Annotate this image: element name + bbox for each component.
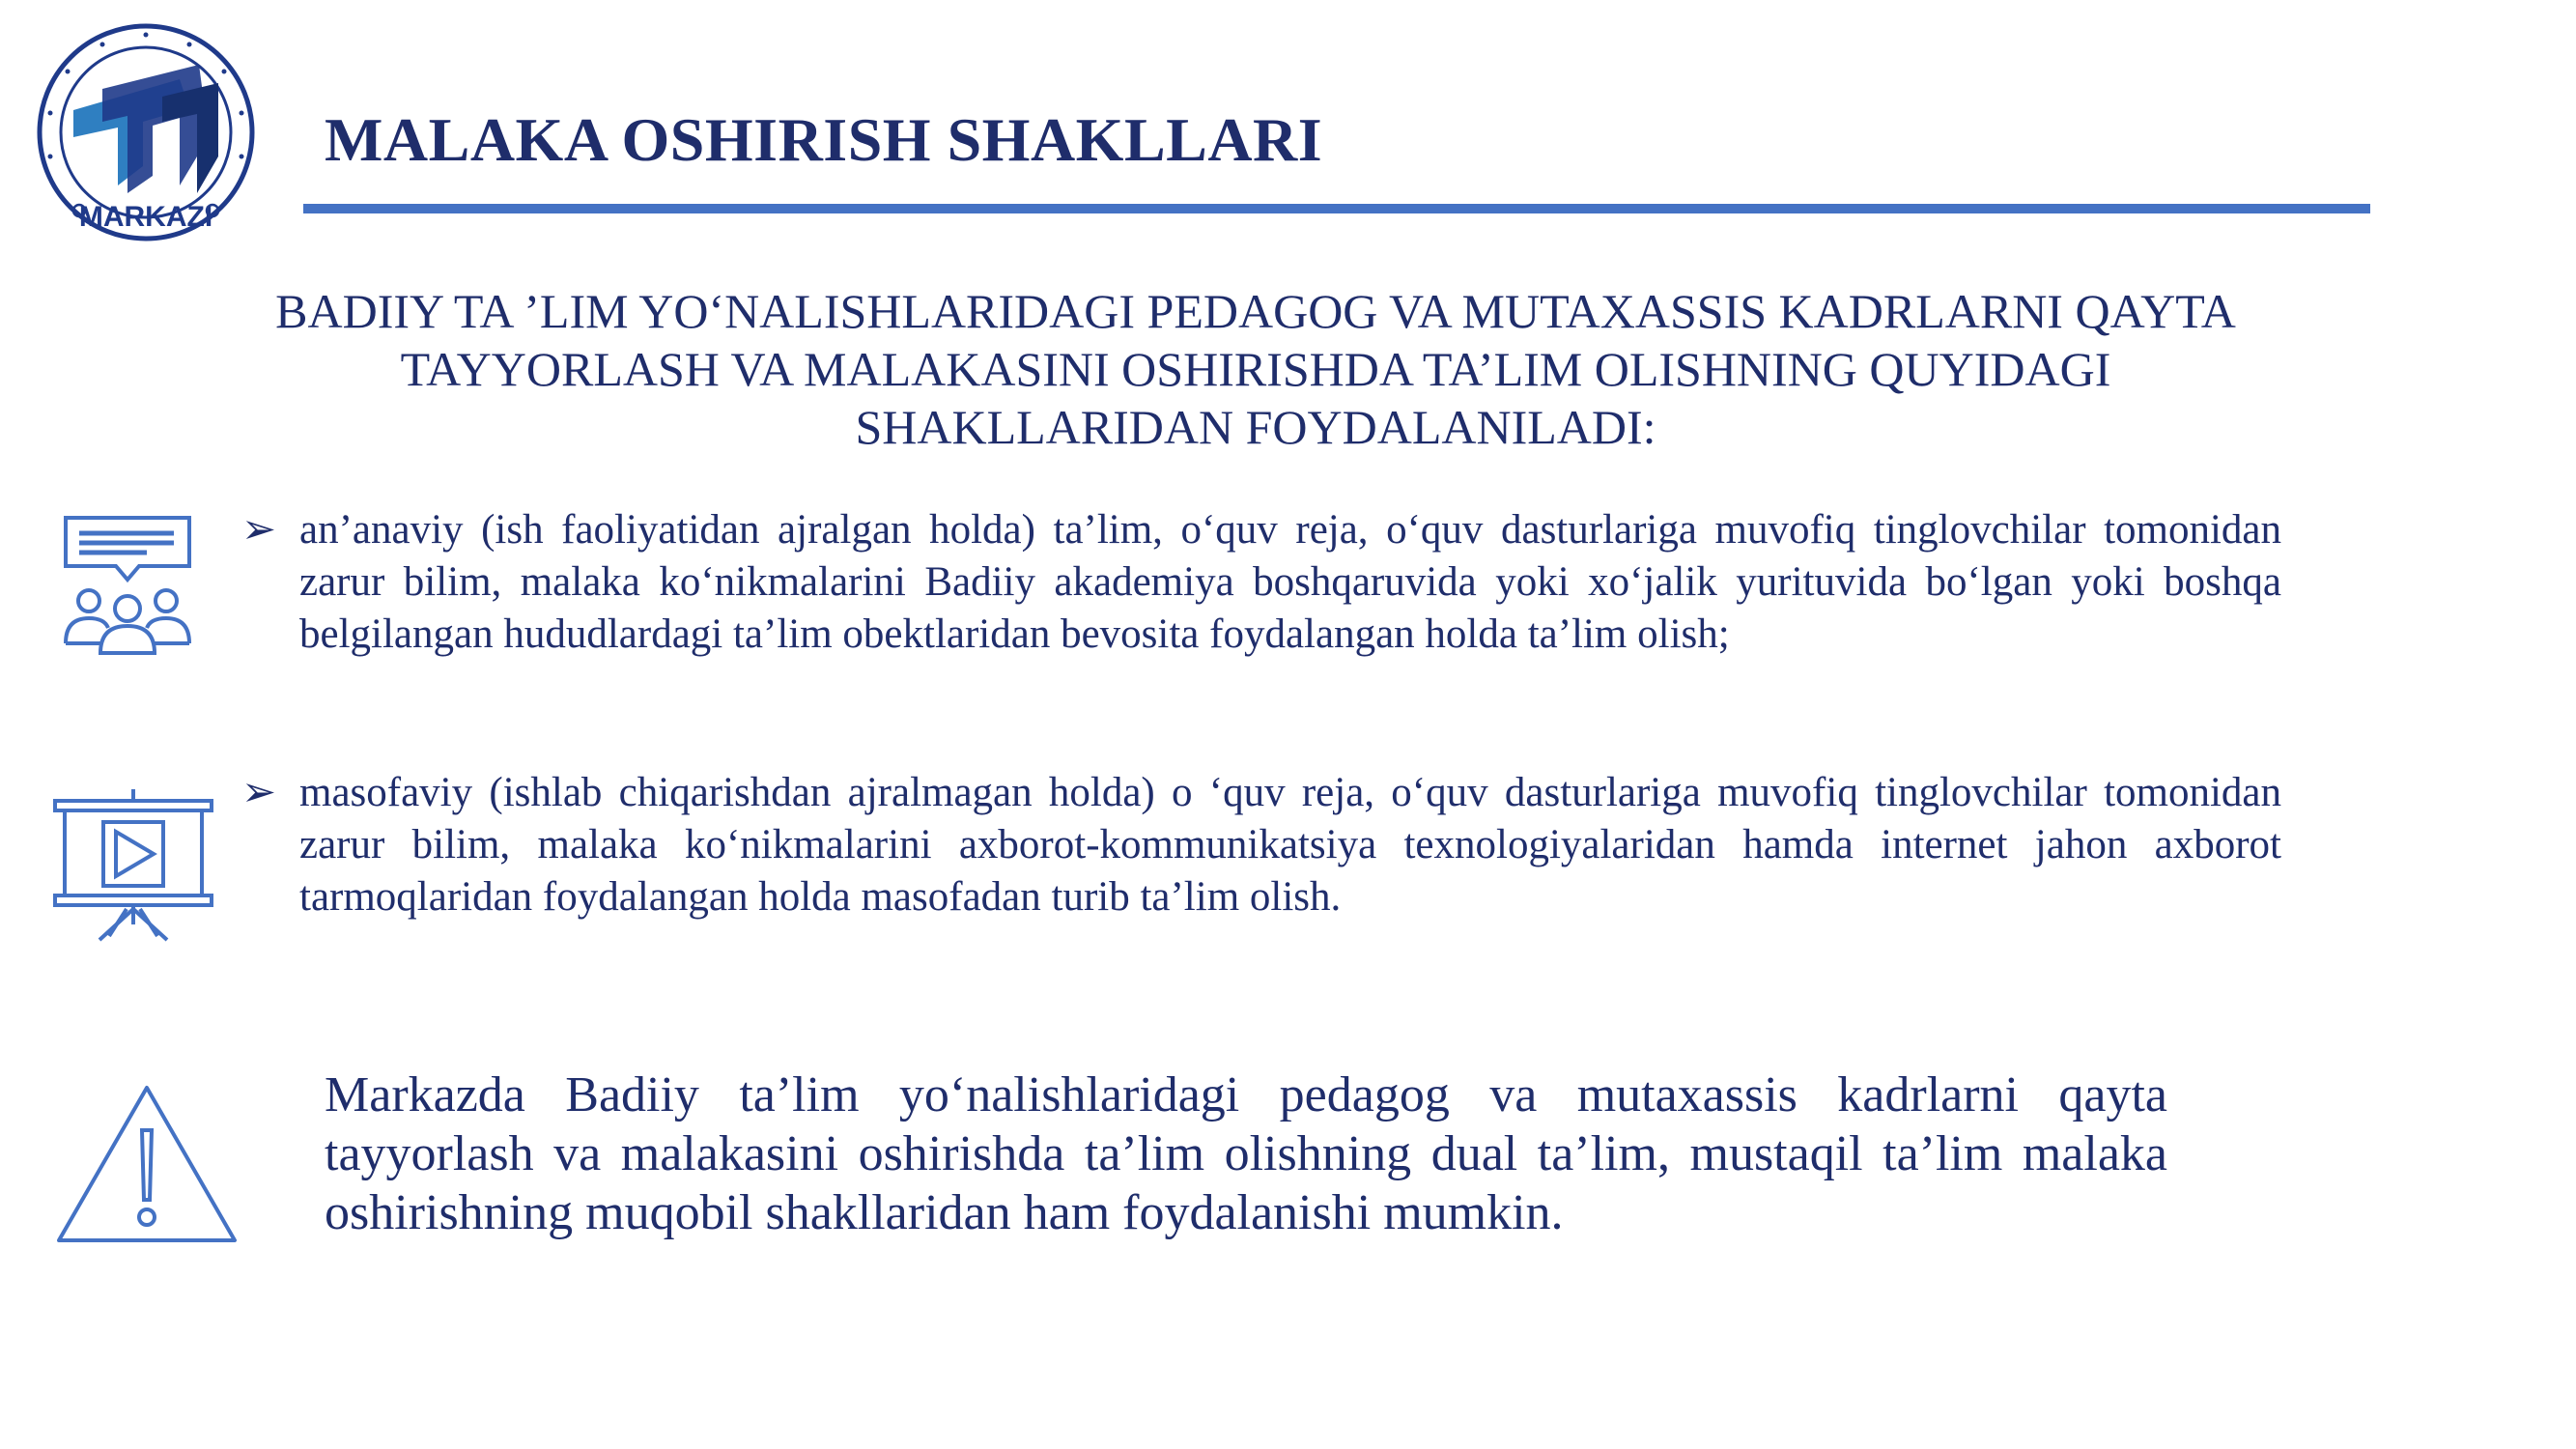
page-title: MALAKA OSHIRISH SHAKLLARI [325, 105, 1323, 174]
logo-text: MARKAZI [78, 201, 213, 233]
bullet-arrow-icon: ➢ [241, 770, 277, 815]
group-discussion-icon [60, 512, 195, 657]
title-divider [303, 204, 2370, 213]
bullet-text: an’anaviy (ish faoliyatidan ajralgan holda) ta’lim, o‘quv reja, o‘quv dasturlariga muvofiq tinglovchilar tomonidan zarur bilim, malaka ko‘nikmalarini Badiiy akademiya boshqaruvida yoki xo‘jalik yurituvida bo‘lgan yoki boshqa belgilangan hududlardagi ta’lim obektlaridan bevosita foydalangan holda ta’lim olish; [299, 507, 2281, 657]
presentation-video-icon [53, 787, 213, 942]
bullet-arrow-icon: ➢ [241, 507, 277, 553]
bullet-traditional-learning [241, 504, 2281, 661]
note-paragraph: Markazda Badiiy ta’lim yo‘nalishlaridagi pedagog va mutaxassis kadrlarni qayta tayyorlash va malakasini oshirishda ta’lim olishning dual ta’lim, mustaqil ta’lim malaka oshirishning muqobil shakllaridan ham foydalanishi mumkin. [325, 1067, 2167, 1240]
bullet-text: masofaviy (ishlab chiqarishdan ajralmagan holda) o ‘quv reja, o‘quv dasturlariga muvofiq tinglovchilar tomonidan zarur bilim, malaka ko‘nikmalarini axborot-kommunikatsiya texnologiyalaridan hamda internet jahon axborot tarmoqlaridan foydalangan holda masofadan turib ta’lim olish. [299, 770, 2281, 920]
bullet-distance-learning [241, 767, 2281, 923]
warning-icon [55, 1082, 239, 1246]
markazi-emblem-icon [35, 21, 257, 243]
section-subtitle: BADIIY TA ’LIM YO‘NALISHLARIDAGI PEDAGOG VA MUTAXASSIS KADRLARNI QAYTA TAYYORLASH VA MALAKASINI OSHIRISHDA TA’LIM OLISHNING QUYIDAGI SHAKLLARIDAN FOYDALANILADI: [275, 284, 2236, 454]
